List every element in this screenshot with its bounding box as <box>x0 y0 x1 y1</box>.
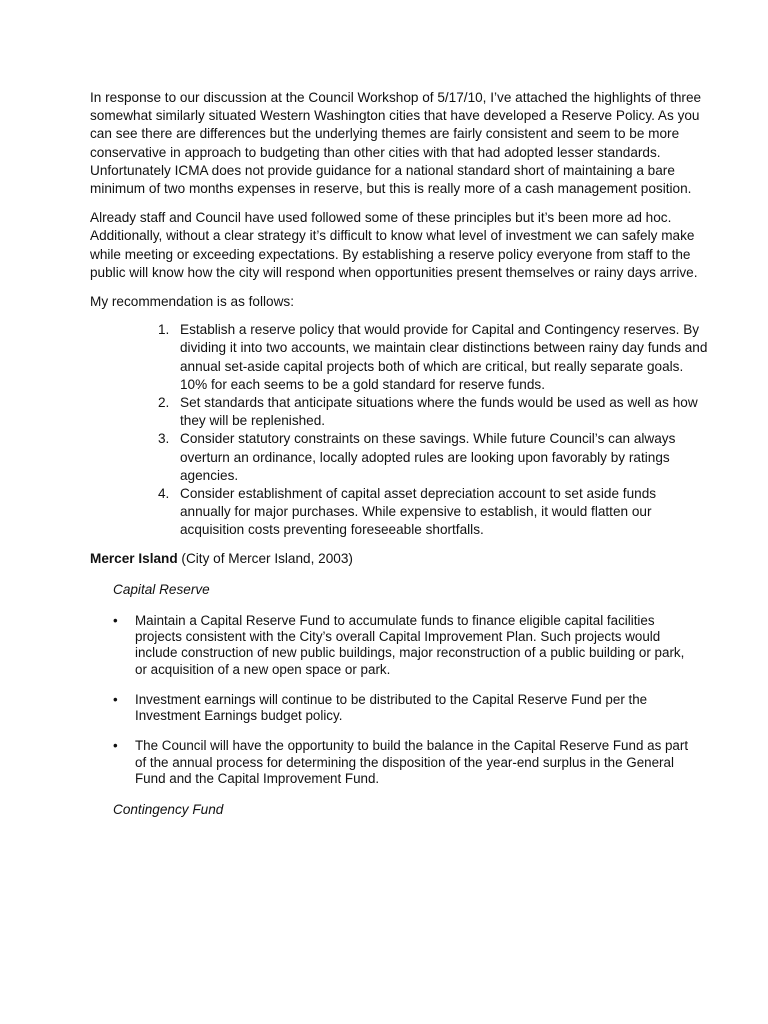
bullet-glyph: • <box>113 613 118 629</box>
list-number: 2. <box>158 395 170 411</box>
city-heading <box>90 550 708 568</box>
bullet-text: Investment earnings will continue to be distributed to the Capital Reserve Fund per the Investment Earnings budget policy. <box>135 691 648 724</box>
recommendation-item <box>158 485 708 540</box>
staff-paragraph: Already staff and Council have used followed some of these principles but it’s been more ad hoc. Additionally, without a clear strategy it’s difficult to know what level of investment we can safely make while meeting or exceeding expectations. By establishing a reserve policy everyone from staff to the public will know how the city will respond when opportunities present themselves or rainy days arrive. <box>90 210 698 280</box>
capital-reserve-heading: Capital Reserve <box>113 581 210 597</box>
recommendation-item <box>158 394 708 430</box>
bullet-text: Maintain a Capital Reserve Fund to accumulate funds to finance eligible capital facilities projects consistent with the City’s overall Capital Improvement Plan. Such projects would include construction of new public buildings, major reconstruction of a public building or park, or acquisition of a new open space or park. <box>135 613 685 677</box>
recommendation-text: Consider establishment of capital asset depreciation account to set aside funds annually for major purchases. While expensive to establish, it would flatten our acquisition costs preventing foreseeable shortfalls. <box>180 486 657 538</box>
bullet-glyph: • <box>113 691 118 707</box>
recommendation-list <box>90 321 708 539</box>
list-item <box>113 691 708 724</box>
list-item <box>113 613 708 678</box>
list-number: 4. <box>158 486 170 502</box>
list-number: 3. <box>158 431 170 447</box>
city-source: (City of Mercer Island, 2003) <box>177 550 353 566</box>
recommendation-text: Establish a reserve policy that would provide for Capital and Contingency reserves. By dividing it into two accounts, we maintain clear distinctions between rainy day funds and annual set-aside capital projects both of which are critical, but really separate goals. 10% for each seems to be a gold standard for reserve funds. <box>180 322 708 392</box>
recommendation-item <box>158 321 708 394</box>
recommendation-intro: My recommendation is as follows: <box>90 294 294 310</box>
capital-reserve-list <box>90 613 708 787</box>
intro-paragraph: In response to our discussion at the Council Workshop of 5/17/10, I’ve attached the highlights of three somewhat similarly situated Western Washington cities that have developed a Reserve Policy. As you can see there are differences but the underlying themes are fairly consistent and seem to be more conservative in approach to budgeting than other cities with that had adopted lesser standards. Unfortunately ICMA does not provide guidance for a national standard short of maintaining a bare minimum of two months expenses in reserve, but this is really more of a cash management position. <box>90 90 702 197</box>
recommendation-item <box>158 430 708 485</box>
city-name: Mercer Island <box>90 550 178 566</box>
list-item <box>113 738 708 787</box>
bullet-text: The Council will have the opportunity to build the balance in the Capital Reserve Fund as part of the annual process for determining the disposition of the year-end surplus in the General Fund and the Capital Improvement Fund. <box>135 738 689 786</box>
recommendation-text: Consider statutory constraints on these savings. While future Council’s can always overturn an ordinance, locally adopted rules are looking upon favorably by ratings agencies. <box>180 431 676 483</box>
recommendation-text: Set standards that anticipate situations where the funds would be used as well as how they will be replenished. <box>180 395 698 429</box>
list-number: 1. <box>158 322 170 338</box>
contingency-fund-heading: Contingency Fund <box>113 801 224 817</box>
bullet-glyph: • <box>113 738 118 754</box>
